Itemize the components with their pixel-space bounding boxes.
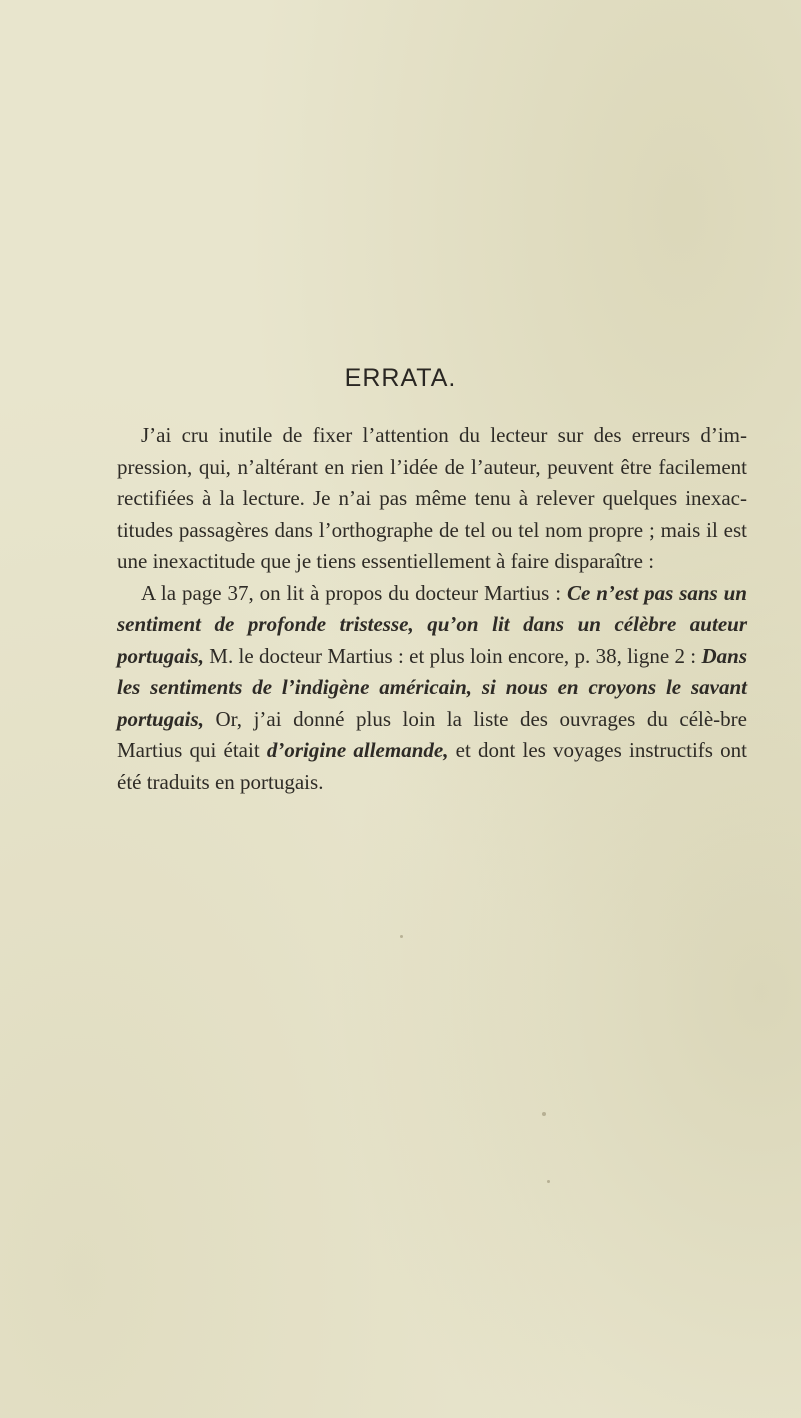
italic-quote: Ce n’est pas sans un sentiment de profonde tristesse, qu’on lit dans un célèbre auteur portugais, <box>117 580 747 668</box>
paragraph-intro <box>117 420 747 578</box>
text-segment: J’ai cru inutile de fixer l’attention du lecteur sur des erreurs d’im-pression, qui, n’altérant en rien l’idée de l’auteur, peuvent être facilement rectifiées à la lecture. Je n’ai pas même tenu à relever quelques inexac-titudes passagères dans l’orthographe de tel ou tel nom propre ; mais il est une inexactitude que je tiens essentiellement à faire disparaître : <box>117 423 747 573</box>
paragraph-correction <box>117 578 747 799</box>
paper-speck <box>547 1180 550 1183</box>
text-segment: Or, j’ai donné plus loin la liste des ouvrages du célè-bre Martius qui était <box>117 706 747 762</box>
text-segment: et dont les voyages instructifs ont été traduits en portugais. <box>117 738 747 794</box>
paper-speck <box>400 935 403 938</box>
page-title: ERRATA. <box>344 364 457 392</box>
italic-quote: Dans les sentiments de l’indigène américain, si nous en croyons le savant portugais, <box>117 643 747 731</box>
italic-quote: d’origine allemande, <box>266 738 449 762</box>
paper-speck <box>542 1112 546 1116</box>
text-segment: M. le docteur Martius : et plus loin encore, p. 38, ligne 2 : <box>203 643 702 668</box>
errata-body <box>117 420 747 798</box>
text-segment: A la page 37, on lit à propos du docteur Martius : <box>141 580 567 605</box>
